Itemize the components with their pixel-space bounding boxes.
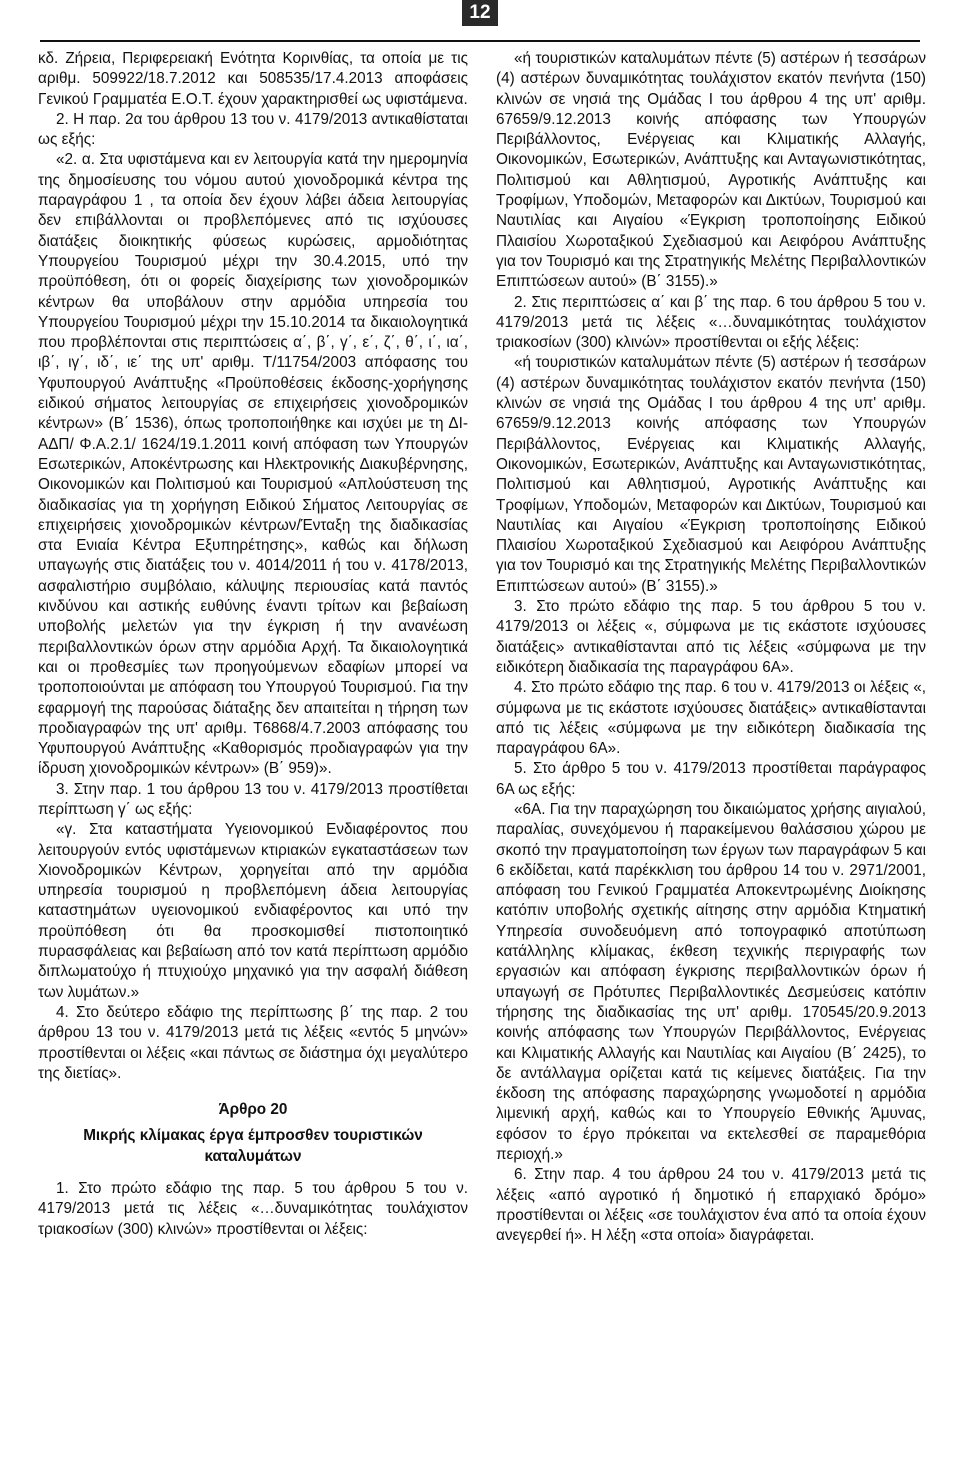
paragraph: 4. Στο δεύτερο εδάφιο της περίπτωσης β΄ της παρ. 2 του άρθρου 13 του ν. 4179/2013 μετά τις λέξεις «εντός 5 μηνών» προστίθενται οι λέξεις «και πάντως σε διάστημα όχι μεγαλύτερο της διετίας». <box>38 1003 468 1082</box>
paragraph: 3. Στο πρώτο εδάφιο της παρ. 5 του άρθρου 5 του ν. 4179/2013 οι λέξεις «, σύμφωνα με τις εκάστοτε ισχύουσες διατάξεις» αντικαθίστανται από τις λέξεις «σύμφωνα με την ειδικότερη διαδικασία της παραγράφου 6Α». <box>496 598 926 676</box>
paragraph: κδ. Ζήρεια, Περιφερειακή Ενότητα Κορινθίας, τα οποία με τις αριθμ. 509922/18.7.2012 και 508535/17.4.2013 αποφάσεις Γενικού Γραμματέα Ε.Ο.Τ. έχουν χαρακτηρισθεί ως υφιστάμενα. <box>38 50 468 108</box>
paragraph: «ή τουριστικών καταλυμάτων πέντε (5) αστέρων ή τεσσάρων (4) αστέρων δυναμικότητας τουλάχιστον εκατόν πενήντα (150) κλινών σε νησιά της Ομάδας Ι του άρθρου 4 της υπ' αριθμ. 67659/9.12.2013 κοινής απόφασης των Υπουργών Περιβάλλοντος, Ενέργειας και Κλιματικής Αλλαγής, Οικονομικών, Εσωτερικών, Ανάπτυξης και Ανταγωνιστικότητας, Πολιτισμού και Αθλητισμού, Αγροτικής Ανάπτυξης και Τροφίμων, Υποδομών, Μεταφορών και Δικτύων, Τουρισμού και Ναυτιλίας και Αιγαίου «Έγκριση τροποποίησης Ειδικού Πλαισίου Χωροταξικού Σχεδιασμού και Αειφόρου Ανάπτυξης για τον Τουρισμό και της Στρατηγικής Μελέτης Περιβαλλοντικών Επιπτώσεων αυτού» (Β΄ 3155).» <box>496 354 926 595</box>
right-column <box>496 49 926 1247</box>
paragraph: 5. Στο άρθρο 5 του ν. 4179/2013 προστίθεται παράγραφος 6Α ως εξής: <box>496 760 926 798</box>
paragraph: «ή τουριστικών καταλυμάτων πέντε (5) αστέρων ή τεσσάρων (4) αστέρων δυναμικότητας τουλάχιστον εκατόν πενήντα (150) κλινών σε νησιά της Ομάδας Ι του άρθρου 4 της υπ' αριθμ. 67659/9.12.2013 κοινής απόφασης των Υπουργών Περιβάλλοντος, Ενέργειας και Κλιματικής Αλλαγής, Οικονομικών, Εσωτερικών, Ανάπτυξης και Ανταγωνιστικότητας, Πολιτισμού και Αθλητισμού, Αγροτικής Ανάπτυξης και Τροφίμων, Υποδομών, Μεταφορών και Δικτύων, Τουρισμού και Ναυτιλίας και Αιγαίου «Έγκριση τροποποίησης Ειδικού Πλαισίου Χωροταξικού Σχεδιασμού και Αειφόρου Ανάπτυξης για τον Τουρισμό και της Στρατηγικής Μελέτης Περιβαλλοντικών Επιπτώσεων αυτού» (Β΄ 3155).» <box>496 50 926 291</box>
article-heading: Άρθρο 20 <box>218 1101 288 1119</box>
paragraph: 3. Στην παρ. 1 του άρθρου 13 του ν. 4179/2013 προστίθεται περίπτωση γ΄ ως εξής: <box>38 780 468 818</box>
paragraph: 1. Στο πρώτο εδάφιο της παρ. 5 του άρθρου 5 του ν. 4179/2013 μετά τις λέξεις «…δυναμικότητας τουλάχιστον τριακοσίων (300) κλινών» προστίθενται οι λέξεις: <box>38 1180 468 1238</box>
page-number: 12 <box>462 0 498 26</box>
paragraph: «6Α. Για την παραχώρηση του δικαιώματος χρήσης αιγιαλού, παραλίας, συνεχόμενου ή παρακείμενου θαλάσσιου χώρου με σκοπό την πραγματοποίηση των έργων των παραγράφων 5 και 6 εκδίδεται, κατά παρέκκλιση του άρθρου 14 του ν. 2971/2001, απόφαση του Γενικού Γραμματέα Αποκεντρωμένης Διοίκησης κατόπιν υποβολής σχετικής αίτησης στην αρμόδια Κτηματική Υπηρεσία συνοδευόμενη από τοπογραφικό αποτύπωση κατάλληλης κλίμακας, έκθεση τεχνικής περιγραφής των εργασιών και απόφαση έγκρισης περιβαλλοντικών όρων ή υπαγωγή σε Πρότυπες Περιβαλλοντικές Δεσμεύσεις κατόπιν τήρησης της διαδικασίας της υπ' αριθμ. 170545/20.9.2013 κοινής απόφασης των Υπουργών Περιβάλλοντος, Ενέργειας και Κλιματικής Αλλαγής και Ναυτιλίας και Αιγαίου (Β΄ 2425), το δε αντάλλαγμα ορίζεται κατά τις κείμενες διατάξεις. Για την έκδοση της απόφασης παραχώρησης γνωμοδοτεί η αρμόδια λιμενική αρχή, καθώς και το Υπουργείο Εθνικής Άμυνας, εφόσον το έργο πρόκειται να εκτελεσθεί σε παραμεθόρια περιοχή.» <box>496 800 926 1164</box>
paragraph: 2. Στις περιπτώσεις α΄ και β΄ της παρ. 6 του άρθρου 5 του ν. 4179/2013 μετά τις λέξεις «…δυναμικότητας τουλάχιστον τριακοσίων (300) κλινών» προστίθενται οι εξής λέξεις: <box>496 293 926 352</box>
paragraph: 4. Στο πρώτο εδάφιο της παρ. 6 του ν. 4179/2013 οι λέξεις «, σύμφωνα με τις εκάστοτε ισχύουσες διατάξεις» αντικαθίστανται από τις λέξεις «σύμφωνα με την ειδικότερη διαδικασία της παραγράφου 6Α». <box>496 679 926 758</box>
left-column <box>38 49 468 1240</box>
paragraph: 2. Η παρ. 2α του άρθρου 13 του ν. 4179/2013 αντικαθίσταται ως εξής: <box>38 110 468 149</box>
paragraph: «γ. Στα καταστήματα Υγειονομικού Ενδιαφέροντος που λειτουργούν εντός υφιστάμενων κτιριακών εγκαταστάσεων των Χιονοδρομικών Κέντρων, χορηγείται από την αρμόδια υπηρεσία τουρισμού η προβλεπόμενη άδεια λειτουργίας καταστημάτων υγειονομικού ενδιαφέροντος και υπό την προϋπόθεση ότι θα προσκομισθεί πιστοποιητικό πυρασφάλειας και βεβαίωση από τον κατά περίπτωση αρμόδιο διπλωματούχο ή πτυχιούχο μηχανικό για την ασφαλή διάθεση των λυμάτων.» <box>38 821 468 1001</box>
paragraph: «2. α. Στα υφιστάμενα και εν λειτουργία κατά την ημερομηνία της δημοσίευσης του νόμου αυτού χιονοδρομικά κέντρα της παραγράφου 1 , τα οποία δεν έχουν λάβει άδεια λειτουργίας δεν επιβάλλονται οι προβλεπόμενες από τις ισχύουσες διατάξεις διοικητικής φύσεως κυρώσεις, αρμοδιότητας Υπουργείου Τουρισμού μέχρι την 30.4.2015, υπό την προϋπόθεση, ότι οι φορείς διαχείρισης των χιονοδρομικών κέντρων θα υποβάλουν στην αρμόδια υπηρεσία του Υπουργείου Τουρισμού μέχρι την 15.10.2014 τα δικαιολογητικά που προβλέπονται στις περιπτώσεις α΄, β΄, γ΄, ε΄, ζ΄, θ΄, ι΄, ια΄, ιβ΄, ιγ΄, ιδ΄, ιε΄ της υπ' αριθμ. Τ/11754/2003 απόφασης του Υφυπουργού Ανάπτυξης «Προϋποθέσεις έκδοσης-χορήγησης ειδικού σήματος λειτουργίας σε επιχειρήσεις χιονοδρομικών κέντρων» (Β΄ 1536), όπως τροποποιήθηκε και ισχύει με τη ΔΙ-ΑΔΠ/ Φ.Α.2.1/ 1624/19.1.2011 κοινή απόφαση των Υπουργών Εσωτερικών, Αποκέντρωσης και Ηλεκτρονικής Διακυβέρνησης, Οικονομικών και Πολιτισμού και Τουρισμού «Απλούστευση της διαδικασίας για τη χορήγηση Ειδικού Σήματος Λειτουργίας σε επιχειρήσεις χιονοδρομικών κέντρων/Ένταξη της διαδικασίας στα Ενιαία Κέντρα Εξυπηρέτησης», καθώς και δήλωση υπαγωγής στις διατάξεις του ν. 4014/2011 ή του ν. 4178/2013, ασφαλιστήριο συμβόλαιο, κάλυψης περιουσίας κατά παντός κινδύνου και αστικής ευθύνης έναντι τρίτων και βεβαίωση υποβολής μελετών για την έγκριση ή την ανανέωση περιβαλλοντικών όρων στην αρμόδια Αρχή. Τα δικαιολογητικά και οι προθεσμίες των προηγούμενων εδαφίων μπορεί να τροποποιούνται με απόφαση του Υπουργού Τουρισμού. Για την εφαρμογή της παρούσας διάταξης δεν απαιτείται η τήρηση των προδιαγραφών της υπ' αριθμ. Τ6868/4.7.2003 απόφασης του Υφυπουργού Ανάπτυξης «Καθορισμός προδιαγραφών για την ίδρυση χιονοδρομικών κέντρων» (Β΄ 959)». <box>38 151 468 778</box>
paragraph: 6. Στην παρ. 4 του άρθρου 24 του ν. 4179/2013 μετά τις λέξεις «από αγροτικό ή δημοτικό ή επαρχιακό δρόμο» προστίθενται οι λέξεις «σε τουλάχιστον ένα από τα οποία έχουν ανεγερθεί ή». Η λέξη «στα οποία» διαγράφεται. <box>496 1166 926 1245</box>
header-rule <box>40 40 920 42</box>
article-title: Μικρής κλίμακας έργα έμπροσθεν τουριστικών καταλυμάτων <box>83 1127 423 1165</box>
